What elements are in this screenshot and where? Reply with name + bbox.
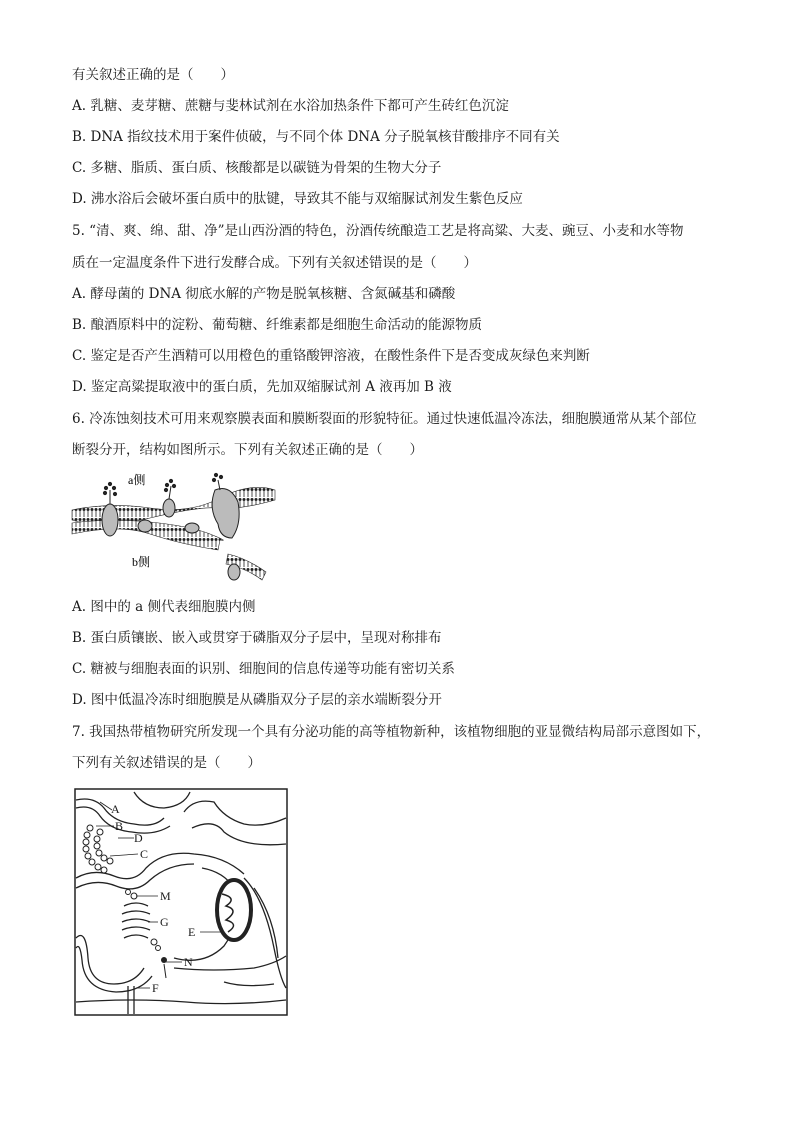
label-M: M [160,889,171,903]
label-G: G [160,915,169,929]
q4-stem-end: 有关叙述正确的是（ ） [72,67,234,83]
fragment-protein [228,564,240,580]
label-B: B [115,819,124,833]
q5-option-a: A. 酵母菌的 DNA 彻底水解的产物是脱氧核糖、含氮碱基和磷酸 [72,286,456,302]
a-side-label: a侧 [128,473,146,487]
label-F: F [152,981,159,995]
q4-option-d: D. 沸水浴后会破坏蛋白质中的肽键，导致其不能与双缩脲试剂发生紫色反应 [72,191,523,207]
label-A: A [111,802,120,816]
q5-stem-line1: 5. “清、爽、绵、甜、净”是山西汾酒的特色，汾酒传统酿造工艺是将高粱、大麦、豌豆、小麦和水等物 [72,223,684,239]
b-side-label: b侧 [132,555,151,569]
glycocalyx-chain [103,473,222,504]
q5-option-b: B. 酿酒原料中的淀粉、葡萄糖、纤维素都是细胞生命活动的能源物质 [72,317,483,333]
q7-stem-line2: 下列有关叙述错误的是（ ） [72,755,261,771]
embedded-protein [138,520,152,532]
q7-stem-line1: 7. 我国热带植物研究所发现一个具有分泌功能的高等植物新种，该植物细胞的亚显微结构局部示意图如下， [72,724,711,740]
peripheral-protein [163,499,175,517]
mitochondrion [217,880,251,940]
small-embedded-protein [185,523,199,533]
q6-stem-line1: 6. 冷冻蚀刻技术可用来观察膜表面和膜断裂面的形貌特征。通过快速低温冷冻法，细胞膜通常从某个部位 [72,411,697,427]
q4-option-b: B. DNA 指纹技术用于案件侦破，与不同个体 DNA 分子脱氧核苷酸排序不同有关 [72,129,560,145]
q5-option-d: D. 鉴定高粱提取液中的蛋白质，先加双缩脲试剂 A 液再加 B 液 [72,379,452,395]
q5-stem-line2: 质在一定温度条件下进行发酵合成。下列有关叙述错误的是（ ） [72,255,477,271]
q6-option-d: D. 图中低温冷冻时细胞膜是从磷脂双分子层的亲水端断裂分开 [72,692,442,708]
label-D: D [134,831,143,845]
label-C: C [140,847,149,861]
q6-option-a: A. 图中的 a 侧代表细胞膜内侧 [72,599,256,615]
large-transmembrane-protein [212,489,239,539]
label-E: E [188,925,196,939]
q6-stem-line2: 断裂分开，结构如图所示。下列有关叙述正确的是（ ） [72,442,423,458]
q4-option-a: A. 乳糖、麦芽糖、蔗糖与斐林试剂在水浴加热条件下都可产生砖红色沉淀 [72,98,509,114]
q5-option-c: C. 鉴定是否产生酒精可以用橙色的重铬酸钾溶液，在酸性条件下是否变成灰绿色来判断 [72,348,590,364]
transmembrane-protein [102,504,118,536]
q6-option-c: C. 糖被与细胞表面的识别、细胞间的信息传递等功能有密切关系 [72,661,455,677]
q6-option-b: B. 蛋白质镶嵌、嵌入或贯穿于磷脂双分子层中，呈现对称排布 [72,630,442,646]
q4-option-c: C. 多糖、脂质、蛋白质、核酸都是以碳链为骨架的生物大分子 [72,160,442,176]
label-N: N [184,955,193,969]
cell-ultrastructure-figure [74,788,288,1016]
membrane-freeze-fracture-figure [70,468,280,588]
